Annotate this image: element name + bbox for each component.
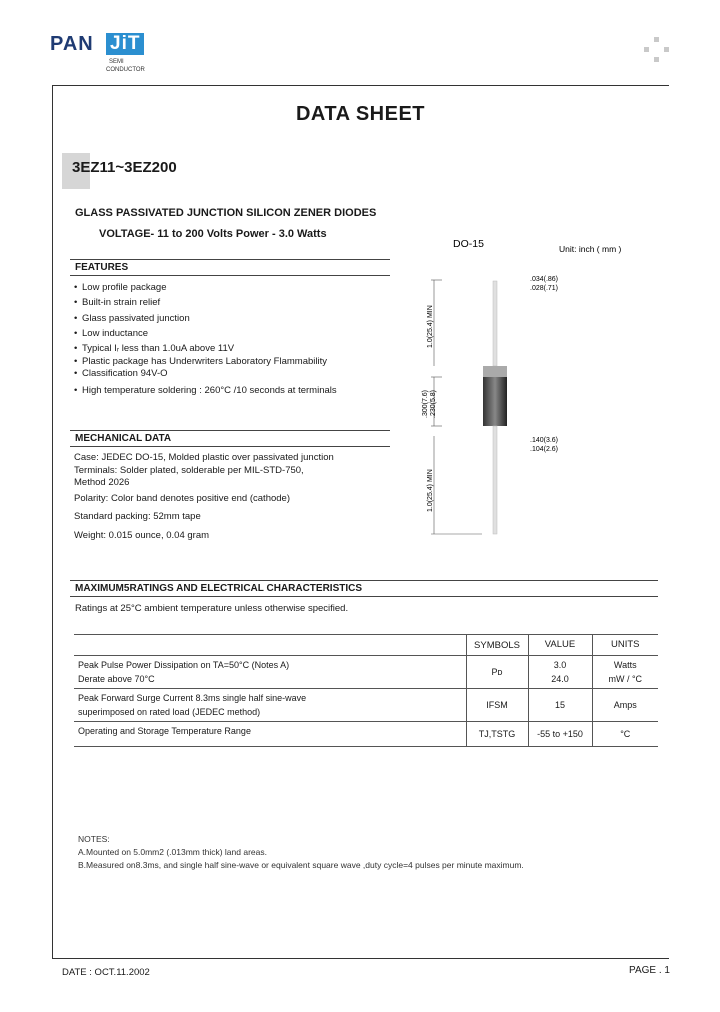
features-list: [74, 280, 374, 399]
unit-cell: °C: [592, 722, 658, 747]
param-cell: Operating and Storage Temperature Range: [74, 722, 466, 747]
notes-section: [78, 833, 638, 872]
mechanical-heading: MECHANICAL DATA: [70, 430, 390, 447]
lead-length-bottom: 1.0(25.4) MIN: [427, 469, 434, 512]
note-a: A.Mounted on 5.0mm2 (.013mm thick) land areas.: [78, 847, 267, 857]
cathode-band: [483, 366, 507, 377]
symbol-cell: IFSM: [466, 689, 528, 722]
table-row: [74, 689, 658, 722]
table-row: [74, 656, 658, 689]
unit-cell: Amps: [592, 689, 658, 722]
param-text: Peak Forward Surge Current 8.3ms single half sine-wave: [78, 693, 307, 703]
ratings-condition-note: Ratings at 25°C ambient temperature unless otherwise specified.: [75, 603, 349, 614]
ratings-table: [74, 634, 658, 747]
feature-item: • Low profile package: [74, 280, 374, 295]
mechanical-data: [74, 452, 374, 545]
feature-item: • Glass passivated junction: [74, 311, 374, 326]
col-header-value: VALUE: [528, 635, 592, 656]
feature-item: • Low inductance: [74, 326, 374, 341]
notes-heading: NOTES:: [78, 834, 110, 844]
param-text: superimposed on rated load (JEDEC method): [78, 707, 261, 717]
symbol-cell: Pᴅ: [466, 656, 528, 689]
table-header-row: [74, 635, 658, 656]
voltage-power-line: VOLTAGE- 11 to 200 Volts Power - 3.0 Watts: [99, 228, 327, 240]
corner-dots-icon: [644, 37, 670, 63]
note-b: B.Measured on8.3ms, and single half sine-wave or equivalent square wave ,duty cycle=4 pulses per minute maximum.: [78, 860, 524, 870]
mech-line: Weight: 0.015 ounce, 0.04 gram: [74, 529, 210, 541]
param-text: Peak Pulse Power Dissipation on TA=50°C (Notes A): [78, 660, 290, 670]
value-text: 3.0: [553, 660, 567, 670]
logo-jit-text: JiT: [106, 33, 144, 55]
part-number: 3EZ11~3EZ200: [72, 159, 177, 176]
feature-item-continued: • Classification 94V-O: [74, 368, 374, 380]
mech-line: Polarity: Color band denotes positive end (cathode): [74, 492, 290, 504]
value-text: 24.0: [551, 674, 569, 684]
value-cell: -55 to +150: [528, 722, 592, 747]
unit-text: mW / °C: [608, 674, 643, 684]
lead-diameter-1: .034(.86): [530, 276, 559, 283]
logo-semi-text: SEMI: [109, 59, 124, 65]
top-lead: [493, 281, 497, 366]
body-diameter-2: .104(2.6): [530, 446, 559, 453]
logo-conductor-text: CONDUCTOR: [106, 67, 145, 73]
footer-page-number: PAGE . 1: [629, 965, 670, 976]
mech-line: Method 2026: [74, 477, 130, 488]
col-header-symbols: SYMBOLS: [466, 635, 528, 656]
feature-item: • Typical Iᵣ less than 1.0uA above 11V: [74, 341, 374, 356]
do15-package-diagram: [420, 236, 670, 546]
lead-diameter-2: .028(.71): [530, 285, 559, 292]
unit-text: Watts: [613, 660, 637, 670]
features-heading: FEATURES: [70, 259, 390, 276]
mech-line: Standard packing: 52mm tape: [74, 511, 201, 522]
param-text: Derate above 70°C: [78, 674, 155, 684]
company-logo: [50, 33, 160, 73]
feature-item: • High temperature soldering : 260°C /10 seconds at terminals: [74, 383, 374, 398]
table-row: [74, 722, 658, 747]
col-header-units: UNITS: [592, 635, 658, 656]
mech-line: Case: JEDEC DO-15, Molded plastic over passivated junction: [74, 452, 334, 463]
max-ratings-heading: MAXIMUM5RATINGS AND ELECTRICAL CHARACTERISTICS: [70, 580, 658, 597]
page-title: DATA SHEET: [295, 103, 426, 125]
product-description: GLASS PASSIVATED JUNCTION SILICON ZENER DIODES: [75, 207, 377, 219]
footer-divider: [52, 958, 669, 959]
feature-item: • Plastic package has Underwriters Laboratory Flammability: [74, 356, 374, 368]
bottom-lead: [493, 426, 497, 534]
lead-length-top: 1.0(25.4) MIN: [427, 305, 434, 348]
mech-line: Terminals: Solder plated, solderable per MIL-STD-750,: [74, 464, 304, 476]
body-length-2: .230(5.8): [430, 389, 437, 418]
unit-label: Unit: inch ( mm ): [559, 244, 622, 254]
package-label: DO-15: [453, 238, 484, 250]
value-cell: 15: [528, 689, 592, 722]
body-length-1: .300(7.6): [422, 389, 429, 418]
logo-pan-text: PAN: [50, 33, 94, 55]
footer-date: DATE : OCT.11.2002: [62, 967, 150, 978]
body-diameter-1: .140(3.6): [530, 437, 559, 444]
feature-item: • Built-in strain relief: [74, 295, 374, 310]
symbol-cell: TJ,TSTG: [466, 722, 528, 747]
